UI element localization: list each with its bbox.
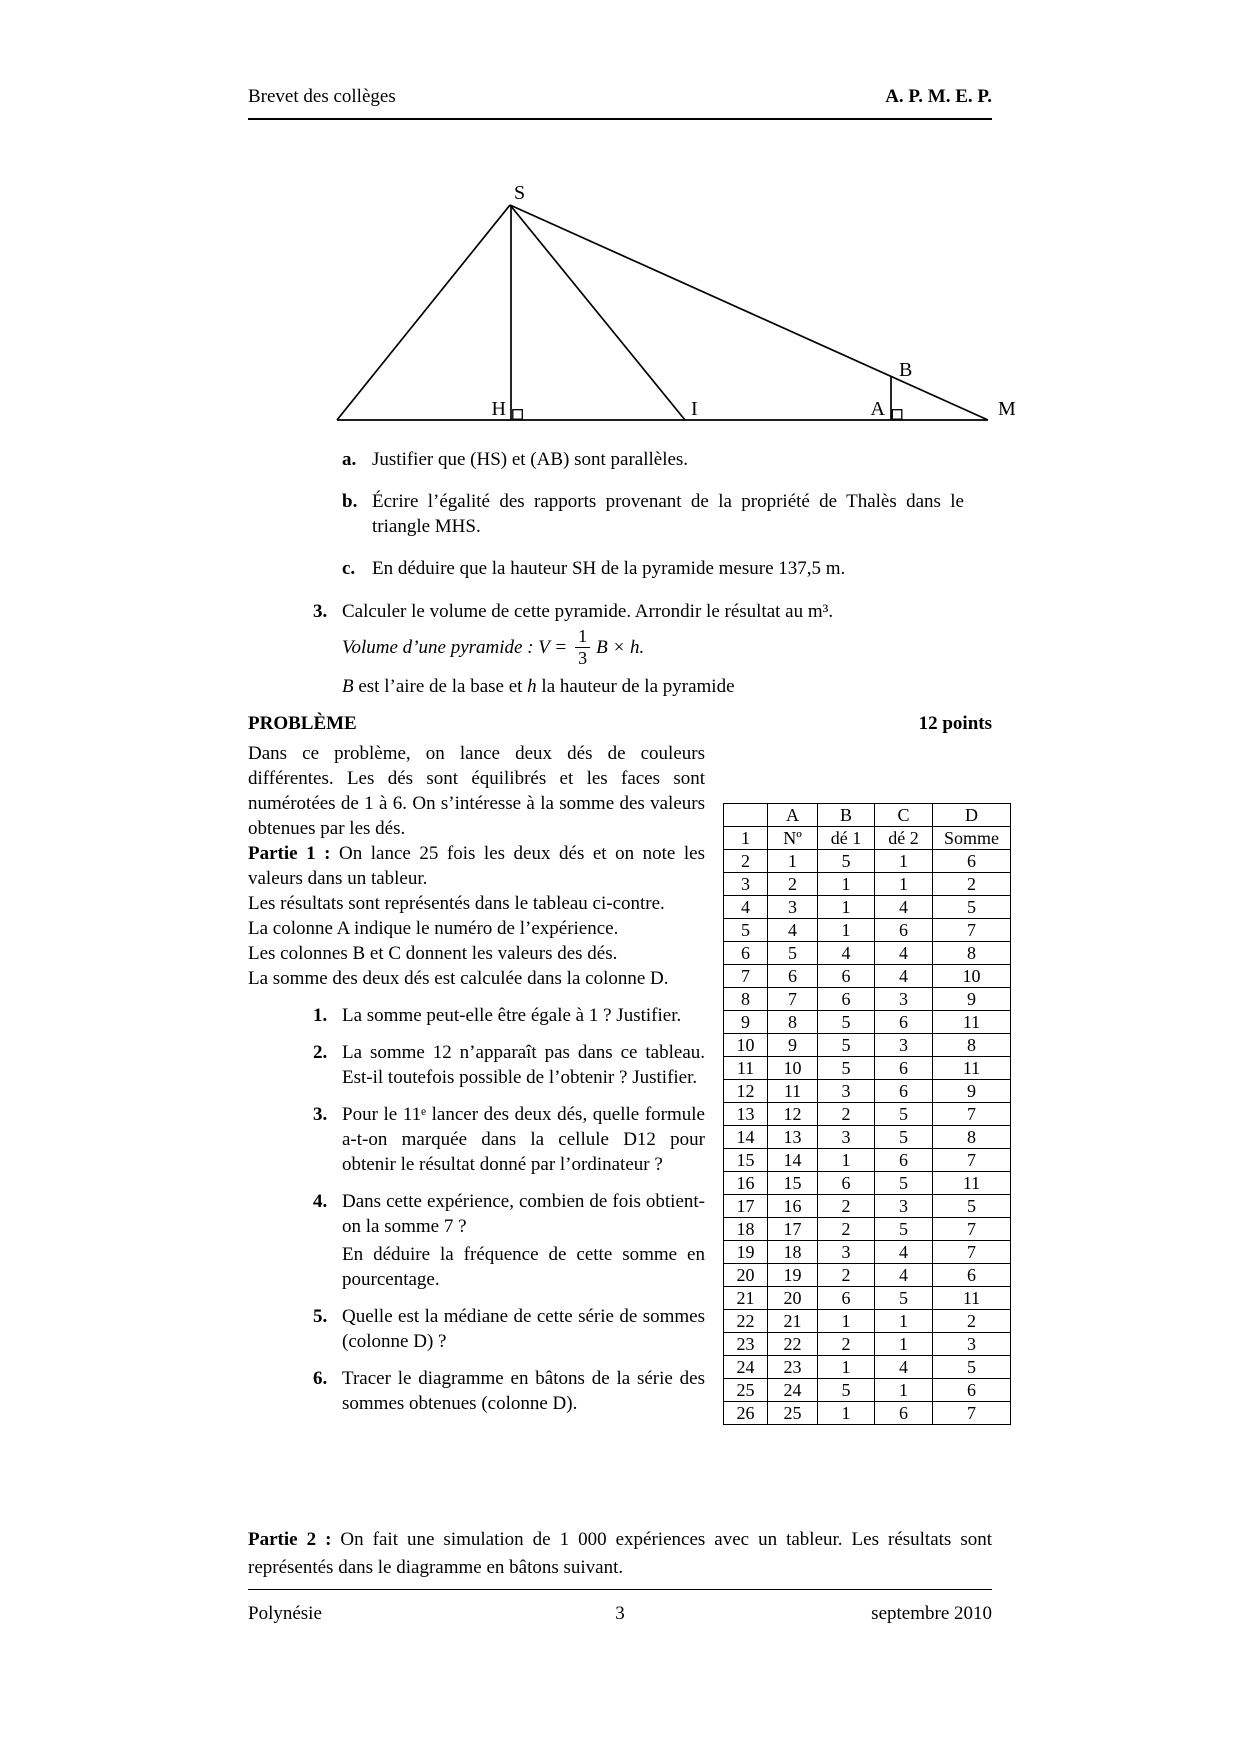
table-cell: 4	[724, 896, 768, 919]
table-cell: 5	[875, 1103, 933, 1126]
table-cell: 7	[933, 1103, 1011, 1126]
table-cell: C	[875, 804, 933, 827]
paragraph-somme-d: La somme des deux dés est calculée dans la colonne D.	[248, 968, 669, 989]
table-cell: 6	[875, 1057, 933, 1080]
right-angle-marker-a	[892, 410, 902, 420]
label-b: B	[899, 359, 913, 381]
table-row	[724, 1126, 1011, 1149]
formula-note-b: B	[342, 676, 354, 697]
table-cell: 1	[818, 1310, 875, 1333]
table-cell: 4	[875, 965, 933, 988]
table-cell: 26	[724, 1402, 768, 1425]
table-cell: 17	[768, 1218, 818, 1241]
footer-date: septembre 2010	[871, 1603, 992, 1624]
header-right-text: A. P. M. E. P.	[885, 86, 992, 107]
table-cell: 21	[768, 1310, 818, 1333]
table-cell: 7	[933, 1402, 1011, 1425]
table-cell: Somme	[933, 827, 1011, 850]
table-cell: 7	[724, 965, 768, 988]
table-cell: 5	[724, 919, 768, 942]
question-2	[248, 1040, 705, 1090]
table-cell: 3	[933, 1333, 1011, 1356]
table-cell: 23	[724, 1333, 768, 1356]
question-3-number: 3.	[313, 601, 328, 622]
table-cell: 7	[933, 1218, 1011, 1241]
paragraph-colonnes-bc: Les colonnes B et C donnent les valeurs des dés.	[248, 943, 618, 964]
table-cell: 5	[768, 942, 818, 965]
question-4-text: Dans cette expérience, combien de fois obtient-on la somme 7 ?	[342, 1191, 705, 1237]
table-cell: 5	[875, 1126, 933, 1149]
table-cell: 25	[768, 1402, 818, 1425]
table-cell: 7	[933, 1241, 1011, 1264]
table-cell: 6	[875, 1402, 933, 1425]
sub-question-c-text: En déduire que la hauteur SH de la pyramide mesure 137,5 m.	[372, 558, 846, 579]
formula-suffix: B × h.	[596, 636, 645, 658]
table-cell: 2	[933, 1310, 1011, 1333]
question-3-formule-number: 3.	[313, 1104, 328, 1125]
question-4-text2: En déduire la fréquence de cette somme en pourcentage.	[342, 1244, 705, 1290]
table-cell: 2	[818, 1333, 875, 1356]
table-cell: 1	[818, 873, 875, 896]
table-cell: 10	[724, 1034, 768, 1057]
table-cell: 3	[818, 1080, 875, 1103]
table-cell: 6	[875, 1080, 933, 1103]
table-cell: 8	[933, 1034, 1011, 1057]
table-cell: 5	[875, 1287, 933, 1310]
table-row	[724, 1149, 1011, 1172]
table-cell: 5	[818, 1379, 875, 1402]
question-5	[248, 1304, 705, 1354]
table-cell: 1	[875, 850, 933, 873]
table-cell: 3	[724, 873, 768, 896]
table-cell: 23	[768, 1356, 818, 1379]
volume-formula	[342, 624, 644, 670]
question-3-formule-text: Pour le 11ᵉ lancer des deux dés, quelle formule a-t-on marquée dans la cellule D12 pour obtenir le résultat donné par l’ordinateur ?	[342, 1104, 705, 1175]
table-cell: 3	[875, 1034, 933, 1057]
table-cell: 4	[875, 1241, 933, 1264]
table-cell: 1	[875, 1333, 933, 1356]
right-angle-marker-h	[513, 410, 523, 420]
table-cell: 22	[724, 1310, 768, 1333]
table-cell: 6	[933, 850, 1011, 873]
table-cell: 5	[933, 896, 1011, 919]
table-cell: 7	[768, 988, 818, 1011]
table-cell: 1	[818, 919, 875, 942]
label-a: A	[870, 398, 885, 420]
left-edge-line	[337, 205, 510, 420]
intro-paragraph: Dans ce problème, on lance deux dés de couleurs différentes. Les dés sont équilibrés et les faces sont numérotées de 1 à 6. On s’intéresse à la somme des valeurs obtenues par les dés.	[248, 743, 705, 839]
table-cell: 7	[933, 1149, 1011, 1172]
page-footer	[248, 1589, 992, 1626]
sub-question-c	[342, 556, 964, 581]
table-row	[724, 1264, 1011, 1287]
table-cell: 24	[724, 1356, 768, 1379]
table-row	[724, 988, 1011, 1011]
table-cell: 3	[875, 1195, 933, 1218]
table-cell: 5	[875, 1218, 933, 1241]
table-cell: 5	[818, 1057, 875, 1080]
table-cell: 6	[875, 1149, 933, 1172]
table-cell: 6	[875, 919, 933, 942]
table-cell: 11	[724, 1057, 768, 1080]
table-cell	[724, 804, 768, 827]
table-cell: 1	[818, 1402, 875, 1425]
table-cell: 5	[818, 1034, 875, 1057]
sub-question-a-text: Justifier que (HS) et (AB) sont parallèles.	[372, 449, 689, 470]
partie1-paragraph	[248, 841, 705, 891]
sub-question-b	[342, 489, 964, 539]
table-row	[724, 1218, 1011, 1241]
table-row	[724, 942, 1011, 965]
table-cell: 4	[768, 919, 818, 942]
table-row	[724, 1287, 1011, 1310]
table-cell: 11	[933, 1011, 1011, 1034]
question-4	[248, 1189, 705, 1292]
table-cell: 6	[724, 942, 768, 965]
table-cell: D	[933, 804, 1011, 827]
table-cell: 2	[933, 873, 1011, 896]
sub-question-a	[342, 447, 964, 472]
dice-results-table-wrap	[723, 803, 1011, 1425]
table-cell: 1	[875, 873, 933, 896]
table-cell: 15	[724, 1149, 768, 1172]
table-cell: 11	[933, 1172, 1011, 1195]
question-1-text: La somme peut-elle être égale à 1 ? Justifier.	[342, 1005, 682, 1026]
table-row	[724, 1356, 1011, 1379]
table-cell: 25	[724, 1379, 768, 1402]
table-cell: 4	[875, 1356, 933, 1379]
question-1-number: 1.	[313, 1005, 328, 1026]
pyramid-figure	[0, 0, 1240, 450]
table-cell: 12	[768, 1103, 818, 1126]
table-cell: 8	[768, 1011, 818, 1034]
question-6	[248, 1366, 705, 1416]
table-cell: 2	[818, 1103, 875, 1126]
table-cell: 5	[933, 1195, 1011, 1218]
probleme-title: PROBLÈME	[248, 713, 357, 734]
table-column-header-row	[724, 804, 1011, 827]
table-cell: 9	[768, 1034, 818, 1057]
label-i: I	[691, 398, 698, 420]
table-row	[724, 1011, 1011, 1034]
table-cell: 24	[768, 1379, 818, 1402]
table-row	[724, 919, 1011, 942]
question-3-formule	[248, 1102, 705, 1177]
question-6-number: 6.	[313, 1368, 328, 1389]
table-cell: 8	[724, 988, 768, 1011]
table-cell: 1	[875, 1379, 933, 1402]
table-cell: 2	[768, 873, 818, 896]
table-row	[724, 1057, 1011, 1080]
table-cell: 15	[768, 1172, 818, 1195]
table-cell: 18	[724, 1218, 768, 1241]
table-cell: 11	[768, 1080, 818, 1103]
table-cell: 2	[818, 1218, 875, 1241]
table-cell: 6	[818, 965, 875, 988]
fraction-one-third	[575, 627, 590, 668]
question-3-text: Calculer le volume de cette pyramide. Arrondir le résultat au m³.	[342, 601, 834, 622]
table-row	[724, 896, 1011, 919]
footer-location: Polynésie	[248, 1603, 322, 1624]
table-cell: 16	[724, 1172, 768, 1195]
partie1-label: Partie 1 :	[248, 843, 331, 864]
table-cell: 17	[724, 1195, 768, 1218]
header-left-text: Brevet des collèges	[248, 86, 396, 107]
table-cell: 1	[818, 896, 875, 919]
table-cell: 4	[875, 1264, 933, 1287]
table-field-header-row	[724, 827, 1011, 850]
table-cell: 21	[724, 1287, 768, 1310]
fraction-numerator: 1	[575, 627, 590, 648]
table-row	[724, 850, 1011, 873]
question-4-number: 4.	[313, 1191, 328, 1212]
table-cell: 4	[875, 942, 933, 965]
segment-sm-line	[510, 205, 988, 420]
formula-note-end: la hauteur de la pyramide	[536, 676, 735, 697]
formula-note-mid: est l’aire de la base et	[353, 676, 528, 697]
partie1-text: On lance 25 fois les deux dés et on note les valeurs dans un tableur.	[248, 843, 705, 889]
table-row	[724, 1379, 1011, 1402]
table-cell: 20	[724, 1264, 768, 1287]
table-cell: 9	[933, 988, 1011, 1011]
table-cell: 11	[933, 1287, 1011, 1310]
table-cell: 5	[875, 1172, 933, 1195]
formula-prefix: Volume d’une pyramide : V =	[342, 636, 568, 658]
probleme-heading-row	[248, 711, 992, 736]
table-row	[724, 1310, 1011, 1333]
table-cell: 19	[768, 1264, 818, 1287]
fraction-denominator: 3	[578, 647, 588, 668]
table-cell: 3	[818, 1241, 875, 1264]
table-cell: 14	[768, 1149, 818, 1172]
question-3-volume	[313, 599, 973, 624]
question-2-number: 2.	[313, 1042, 328, 1063]
label-s: S	[514, 182, 526, 204]
table-cell: 3	[818, 1126, 875, 1149]
table-cell: 5	[818, 1011, 875, 1034]
table-cell: 13	[724, 1103, 768, 1126]
segment-si-line	[510, 205, 685, 420]
table-row	[724, 1172, 1011, 1195]
table-cell: 8	[933, 942, 1011, 965]
table-cell: 5	[818, 850, 875, 873]
sub-question-b-label: b.	[342, 491, 358, 512]
table-cell: 9	[933, 1080, 1011, 1103]
table-cell: B	[818, 804, 875, 827]
table-cell: 6	[933, 1264, 1011, 1287]
table-row	[724, 873, 1011, 896]
question-1	[248, 1003, 705, 1028]
table-cell: 19	[724, 1241, 768, 1264]
table-cell: 6	[933, 1379, 1011, 1402]
table-cell: 6	[875, 1011, 933, 1034]
table-cell: 1	[818, 1149, 875, 1172]
table-cell: 14	[724, 1126, 768, 1149]
table-row	[724, 1080, 1011, 1103]
partie2-text: On fait une simulation de 1 000 expériences avec un tableur. Les résultats sont représentés dans le diagramme en bâtons suivant.	[248, 1529, 992, 1578]
table-row	[724, 1195, 1011, 1218]
table-cell: 4	[875, 896, 933, 919]
table-cell: 10	[933, 965, 1011, 988]
table-cell: 5	[933, 1356, 1011, 1379]
table-cell: dé 2	[875, 827, 933, 850]
question-2-text: La somme 12 n’apparaît pas dans ce tableau. Est-il toutefois possible de l’obtenir ? Justifier.	[342, 1042, 705, 1088]
table-cell: 6	[768, 965, 818, 988]
formula-note	[342, 674, 735, 699]
table-cell: 11	[933, 1057, 1011, 1080]
table-cell: 3	[768, 896, 818, 919]
table-cell: 18	[768, 1241, 818, 1264]
table-cell: 4	[818, 942, 875, 965]
table-cell: 1	[768, 850, 818, 873]
table-cell: 6	[818, 1172, 875, 1195]
table-cell: 6	[818, 1287, 875, 1310]
table-cell: 8	[933, 1126, 1011, 1149]
table-cell: 13	[768, 1126, 818, 1149]
label-m: M	[998, 398, 1016, 420]
table-cell: 1	[875, 1310, 933, 1333]
table-cell: 3	[875, 988, 933, 1011]
spreadsheet-table	[723, 803, 1011, 1425]
table-cell: 16	[768, 1195, 818, 1218]
paragraph-colonne-a: La colonne A indique le numéro de l’expérience.	[248, 918, 619, 939]
table-cell: Nº	[768, 827, 818, 850]
table-cell: 22	[768, 1333, 818, 1356]
table-cell: 12	[724, 1080, 768, 1103]
problem-left-column	[248, 741, 705, 1416]
formula-note-h: h	[527, 676, 537, 697]
table-row	[724, 1103, 1011, 1126]
table-cell: 6	[818, 988, 875, 1011]
table-cell: 1	[724, 827, 768, 850]
table-cell: 20	[768, 1287, 818, 1310]
table-cell: dé 1	[818, 827, 875, 850]
footer-page-number: 3	[615, 1603, 625, 1624]
table-cell: A	[768, 804, 818, 827]
partie2-paragraph	[248, 1526, 992, 1582]
sub-question-c-label: c.	[342, 558, 356, 579]
question-6-text: Tracer le diagramme en bâtons de la série des sommes obtenues (colonne D).	[342, 1368, 705, 1414]
table-cell: 2	[818, 1195, 875, 1218]
paragraph-resultats: Les résultats sont représentés dans le tableau ci-contre.	[248, 893, 665, 914]
question-5-text: Quelle est la médiane de cette série de sommes (colonne D) ?	[342, 1306, 705, 1352]
table-cell: 7	[933, 919, 1011, 942]
table-cell: 1	[818, 1356, 875, 1379]
table-cell: 10	[768, 1057, 818, 1080]
table-row	[724, 1241, 1011, 1264]
table-row	[724, 965, 1011, 988]
label-h: H	[491, 398, 506, 420]
sub-question-b-text: Écrire l’égalité des rapports provenant de la propriété de Thalès dans le triangle MHS.	[372, 491, 964, 537]
question-5-number: 5.	[313, 1306, 328, 1327]
sub-question-list	[342, 447, 964, 598]
table-row	[724, 1402, 1011, 1425]
table-row	[724, 1034, 1011, 1057]
table-row	[724, 1333, 1011, 1356]
probleme-points: 12 points	[918, 713, 992, 734]
sub-question-a-label: a.	[342, 449, 357, 470]
table-cell: 2	[724, 850, 768, 873]
partie2-label: Partie 2 :	[248, 1529, 332, 1550]
table-cell: 2	[818, 1264, 875, 1287]
table-cell: 9	[724, 1011, 768, 1034]
